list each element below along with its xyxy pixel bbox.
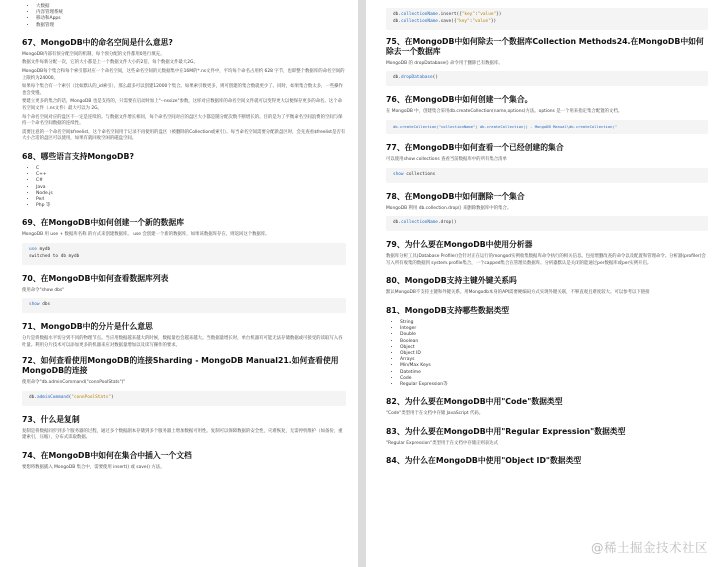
datatype-list xyxy=(386,320,708,388)
code-text: () xyxy=(432,75,438,81)
list-item: • Integer xyxy=(400,326,708,332)
code-string: "value" xyxy=(472,18,491,24)
paragraph: MongoDB 利用 db.collection.drop() 来删除数据库中的集合。 xyxy=(386,205,512,211)
paragraph: 可以使用show collections 查看当前数据库中的所有集合清单 xyxy=(386,157,507,163)
code-text: }) xyxy=(496,12,502,17)
code-text: dbs xyxy=(39,302,51,308)
code-text: .save({ xyxy=(437,18,457,24)
section-heading: 68、哪些语言支持MongoDB? xyxy=(22,151,134,161)
section-heading: 79、为什么要在MongoDB中使用分析器 xyxy=(386,240,533,250)
page-gutter xyxy=(358,0,366,567)
section-heading: 75、在MongoDB中如何除去一个数据库Collection Methods24.在MongoDB中如何除去一个数据库 xyxy=(386,36,704,56)
paragraph: MongoDB 的 dropDatabase() 命令用于删除已有数据库。 xyxy=(386,60,503,66)
paragraph: 默认MongoDB不支持主键和外键关系。用Mongodb本身的API需要硬编码方式实现外键关联，不够直观且难度较大。可以参考以下链接 xyxy=(386,290,650,296)
code-text: switched to db mydb xyxy=(29,253,80,259)
list-item: • 数据管理 xyxy=(36,23,346,29)
code-text: .drop() xyxy=(437,220,457,226)
list-item: • Node.js xyxy=(36,191,346,197)
section-heading: 74、在MongoDB中如何在集合中插入一个文档 xyxy=(22,450,192,460)
code-text: : xyxy=(474,12,478,17)
paragraph: MongoDB内部有预分配空间的机制，每个预分配的文件都用0进行填充。 xyxy=(22,51,165,57)
code-string: "value" xyxy=(477,12,497,17)
code-keyword: adminCommand xyxy=(36,394,69,400)
code-block xyxy=(386,216,708,231)
section-heading: 72、如何查看使用MongoDB的连接Sharding - MongoDB Manual21.如何查看使用MongoDB的连接 xyxy=(22,356,339,376)
section-heading: 81、MongoDB支持哪些数据类型 xyxy=(386,305,510,315)
code-text: mydb xyxy=(36,246,51,252)
list-item: • Min/Max Keys xyxy=(400,363,708,369)
language-list xyxy=(22,166,346,209)
list-item: • Code xyxy=(400,376,708,382)
list-item: • Boolean xyxy=(400,339,708,345)
list-item: • C++ xyxy=(36,172,346,178)
section-heading: 67、MongoDB中的命名空间是什么意思? xyxy=(22,37,173,47)
section-heading: 80、MongoDB支持主键外键关系吗 xyxy=(386,276,517,286)
code-string: "connPoolStats" xyxy=(71,394,111,400)
code-text: db.createCollection("collectionName") db.createCollection() - MongoDB Manual\db.createCollection(" xyxy=(393,123,618,129)
section-heading: 82、为什么要在MongoDB中用"Code"数据类型 xyxy=(386,397,563,407)
paragraph: "Regular Expression"类型用于在文档中存储正则表达式 xyxy=(386,440,498,446)
code-text: : xyxy=(469,18,473,24)
left-page xyxy=(0,0,358,567)
list-item: • Object xyxy=(400,345,708,351)
list-item: • Datetime xyxy=(400,370,708,376)
code-text: .insert({ xyxy=(437,12,462,17)
code-block xyxy=(386,71,708,86)
section-heading: 71、MongoDB中的分片是什么意思 xyxy=(22,321,153,331)
list-item: • String xyxy=(400,320,708,326)
code-keyword: dropDatabase xyxy=(400,75,433,81)
code-block xyxy=(386,120,708,135)
paragraph: 数据库分析工具(Database Profiler)会针对正在运行的mongod实例收集数据库命令执行的相关信息。包括增删改查的命令以及配置和管理命令。分析器(profiler)会写入所有收集的数据到 system.profile集合，一个capped集合在管理员数据库。分析器默认是关闭的能通过per数据库或per实例开启。 xyxy=(386,254,706,266)
list-item: • Php 等 xyxy=(36,203,346,209)
section-heading: 83、为什么要在MongoDB中用"Regular Expression"数据类型 xyxy=(386,426,626,436)
paragraph: 使用命令"show dbs" xyxy=(22,287,65,293)
paragraph: MongoDB 用 use + 数据库名称 的方式来创建数据库。 use 会创建一个新的数据库，如果该数据库存在，则返回这个数据库。 xyxy=(22,232,270,238)
list-item: • Java xyxy=(36,185,346,191)
paragraph: 要建立更多的集合的话，MongoDB 也是支持的，只需要在启动时加上"--nssize"参数，这样对应数据库的命名空间文件就可以变得更大以便保存更多的命名。这个命名空间文件（.ns文件）最大可以为 2G。 xyxy=(22,99,342,111)
list-item: • 大数据 xyxy=(36,4,346,10)
paragraph: 需要注意的一个命名空间$freelist，这个命名空间用于记录不再使用的盘区（被删除的Collection或索引）。每当命名空间需要分配新盘区时，会先查看$freelist是否有大小合适的盘区可以使用，如果有就回收空闲的磁盘空间。 xyxy=(22,129,346,142)
code-block xyxy=(22,243,346,265)
code-keyword: show xyxy=(393,171,404,177)
paragraph: MongoDB每个集合和每个索引都对应一个命名空间，这些命名空间的元数据集中在16M的*.ns文件中，平均每个命名占用约 628 字节，也即整个数据库的命名空间的上限约为24000。 xyxy=(22,69,345,81)
paragraph: 分片是将数据水平切分到不同的物理节点。当应用数据越来越大的时候，数据量也会越来越大。当数据量增长时，单台机器有可能无法存储数据或可接受的读取写入吞吐量。利用分片技术可以添加更多的机器来应对数据量增加以及读写操作的要求。 xyxy=(22,335,343,348)
paragraph: 每个命名空间对应的盘区不一定是连续的。与数据文件增长相同，每个命名空间对应的盘区大小都是随分配次数不断增长的。目的是为了平衡命名空间浪费的空间与保持一个命名空间数据的连续性。 xyxy=(22,114,343,127)
code-text: }) xyxy=(490,18,497,24)
code-keyword: collectionName xyxy=(400,220,438,226)
code-keyword: use xyxy=(29,246,37,252)
paragraph: 数据文件每新分配一次，它的大小都是上一个数据文件大小的2倍，每个数据文件最大2G。 xyxy=(22,60,198,66)
list-item: • Object ID xyxy=(400,351,708,357)
list-item: • Arrays xyxy=(400,357,708,363)
section-heading: 69、在MongoDB中如何创建一个新的数据库 xyxy=(22,218,185,228)
code-block xyxy=(386,8,708,30)
code-keyword: show xyxy=(29,302,40,308)
right-page xyxy=(366,0,720,567)
list-item: • 内容管理系统 xyxy=(36,10,346,16)
code-string: "key" xyxy=(456,18,470,24)
section-heading: 78、在MongoDB中如何删除一个集合 xyxy=(386,191,525,201)
paragraph: 在 MongoDB 中，创建集合采用db.createCollection(name,options)方法。options 是一个用来指定集合配置的文档。 xyxy=(386,108,623,114)
code-text: ( xyxy=(68,394,72,400)
code-text: db. xyxy=(29,394,37,400)
code-block xyxy=(386,168,708,183)
list-item: • C xyxy=(36,166,346,172)
list-item: • Regular Expression等 xyxy=(400,382,708,388)
code-text: db. xyxy=(393,75,401,81)
code-text: ) xyxy=(110,394,114,400)
paragraph: 复制是将数据同步到多个服务器的过程，通过多个数据副本存储到多个服务器上增加数据可用性。复制可以保障数据的安全性，灾难恢复，无需停机维护（如备份，重建索引，压缩），分布式读取数据。 xyxy=(22,428,343,441)
section-heading: 76、在MongoDB中如何创建一个集合。 xyxy=(386,94,533,104)
paragraph: "Code"类型用于在文档中存储 JavaScript 代码。 xyxy=(386,411,484,417)
list-item: • Perl xyxy=(36,197,346,203)
code-text: collections xyxy=(403,171,436,177)
code-block xyxy=(22,391,346,406)
code-string: "key" xyxy=(461,12,475,17)
list-item: • Double xyxy=(400,332,708,338)
paragraph: 要想将数据插入 MongoDB 集合中，需要使用 insert() 或 save() 方法。 xyxy=(22,464,165,470)
top-list xyxy=(22,4,346,29)
list-item: • 移动和Apps xyxy=(36,16,346,22)
section-heading: 84、为什么在MongoDB中使用"Object ID"数据类型 xyxy=(386,456,582,466)
code-keyword: collectionName xyxy=(400,12,438,17)
code-text: db. xyxy=(393,220,401,226)
code-text: db. xyxy=(393,18,401,24)
code-text: db. xyxy=(393,12,401,17)
code-block xyxy=(22,298,346,313)
section-heading: 77、在MongoDB中如何查看一个已经创建的集合 xyxy=(386,143,564,153)
watermark: @稀土掘金技术社区 xyxy=(590,540,708,555)
code-keyword: collectionName xyxy=(400,18,438,24)
list-item: • C# xyxy=(36,178,346,184)
paragraph: 使用命令"db.adminCommand("connPoolStats")" xyxy=(22,380,126,386)
section-heading: 73、什么是复制 xyxy=(22,414,80,424)
section-heading: 70、在MongoDB中如何查看数据库列表 xyxy=(22,273,169,283)
paragraph: 如果每个集合有一个索引（比如默认的_id索引），那么最多可以创建12000个集合。如果索引数更多，则可创建的集合数就更少了。同时，如果集合数太多，一些操作也会变慢。 xyxy=(22,84,343,96)
